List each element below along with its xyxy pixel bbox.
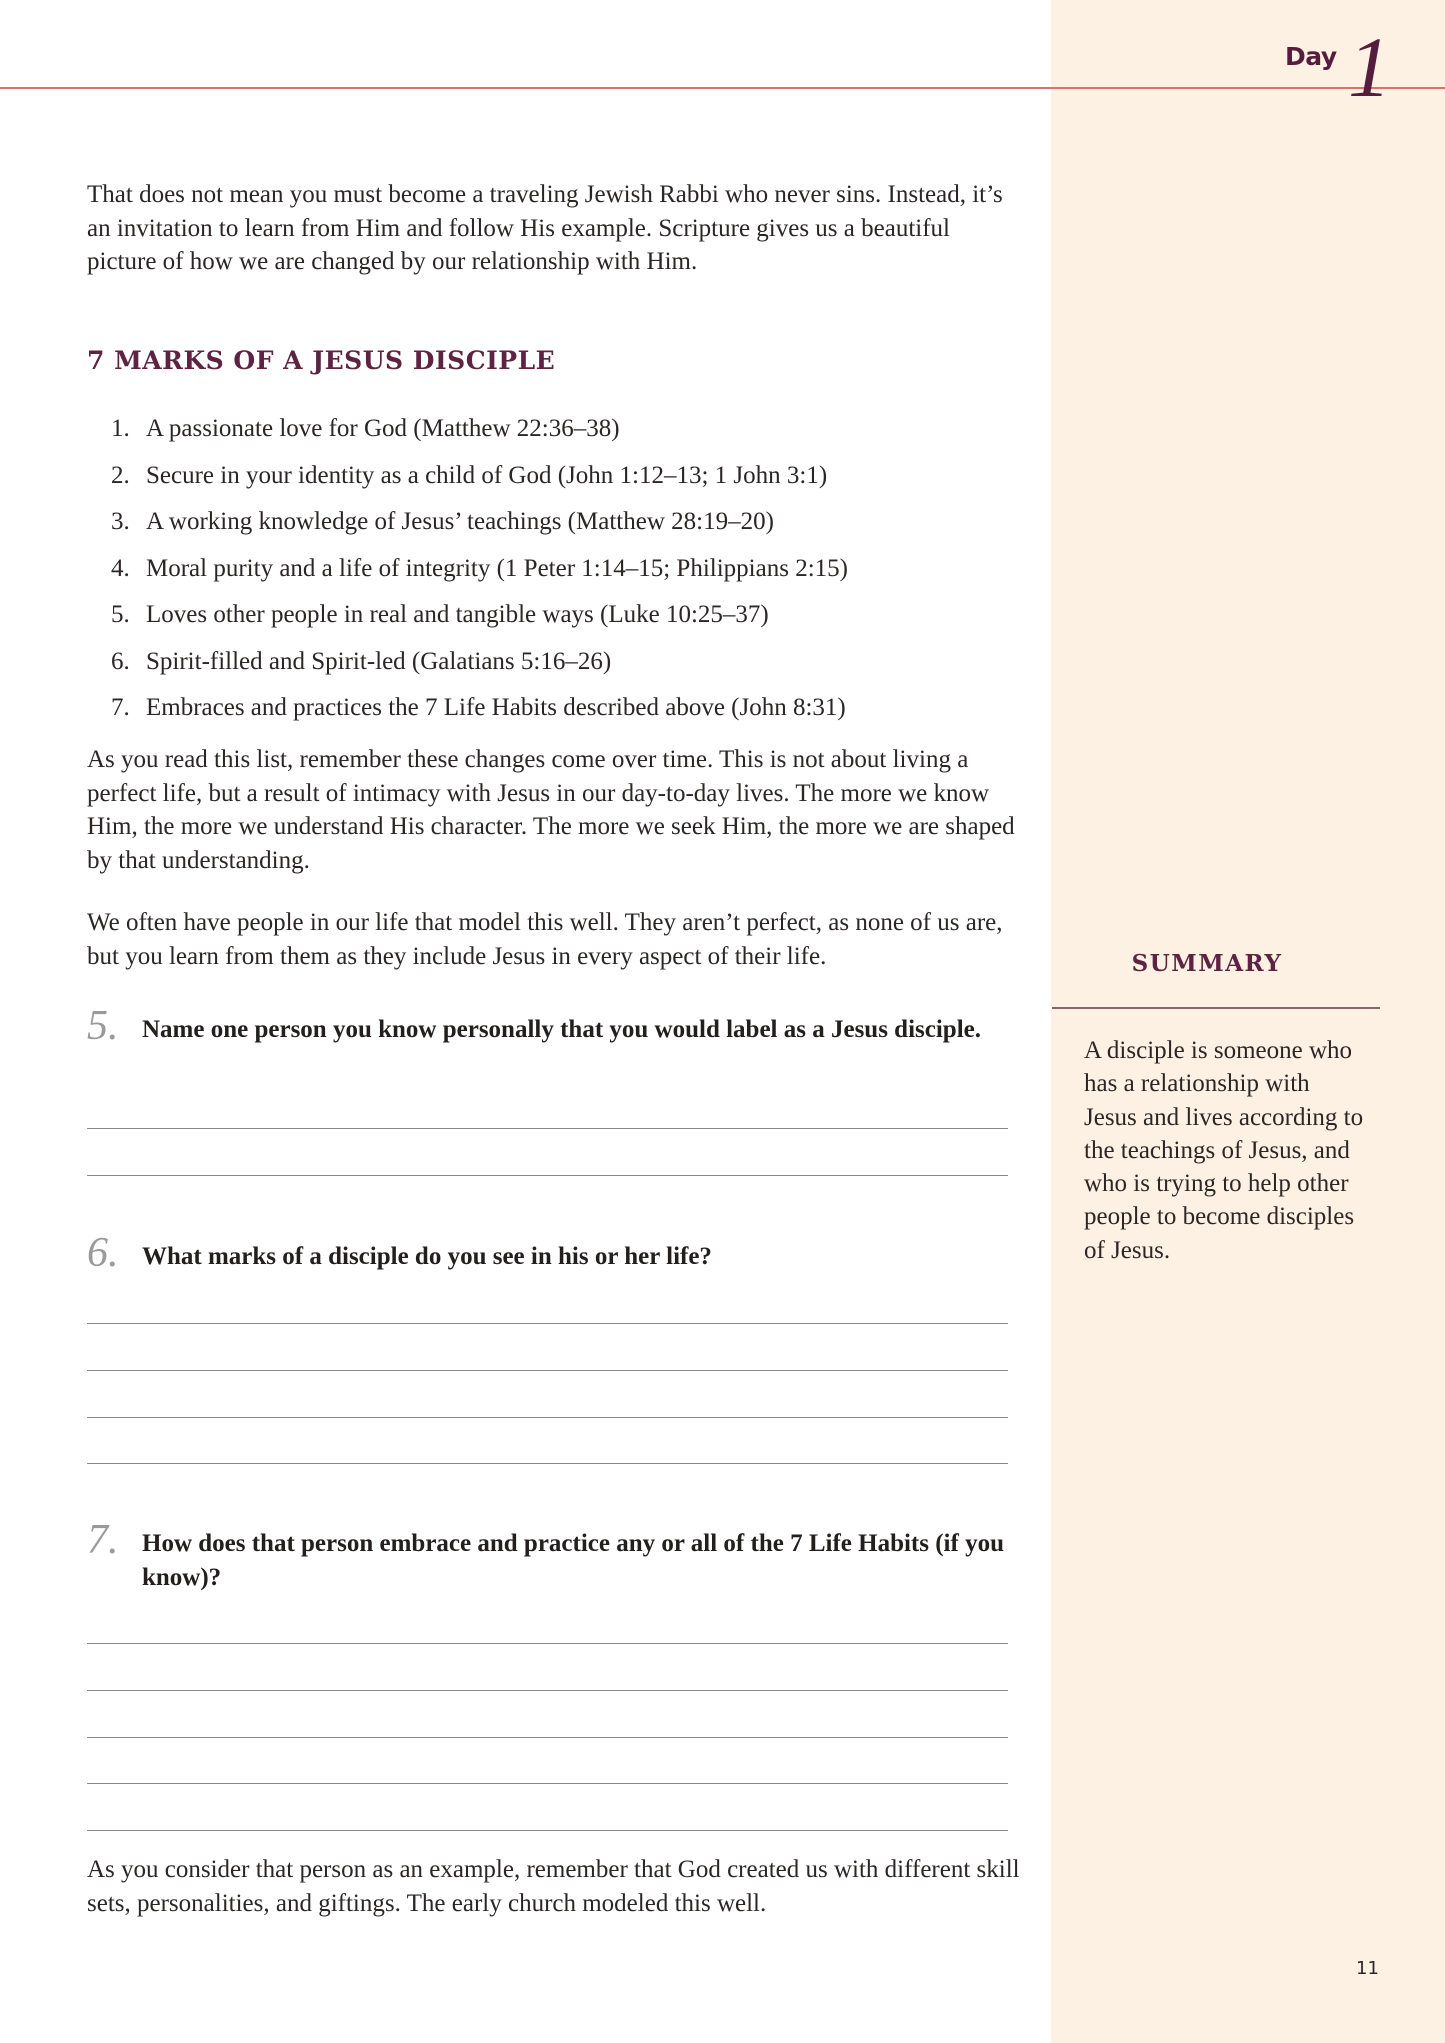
question-text: How does that person embrace and practice any or all of the 7 Life Habits (if you know)? xyxy=(142,1530,1004,1591)
answer-line[interactable] xyxy=(87,1175,1008,1176)
sidebar-panel xyxy=(1051,0,1445,2043)
list-item-number: 5. xyxy=(111,601,130,628)
list-item-text: Spirit-filled and Spirit-led (Galatians 5:16–26) xyxy=(146,647,612,675)
summary-text: A disciple is someone who has a relationship with Jesus and lives according to the teachings of Jesus, and who is trying to help other people to become disciples of Jesus. xyxy=(1084,1037,1364,1264)
question-number: 7. xyxy=(87,1517,119,1563)
list-item xyxy=(87,499,848,546)
closing-paragraph: As you consider that person as an example, remember that God created us with different skill sets, personalities, and giftings. The early church modeled this well. xyxy=(87,1856,1020,1917)
answer-line[interactable] xyxy=(87,1690,1008,1691)
list-item-text: Loves other people in real and tangible ways (Luke 10:25–37) xyxy=(146,601,769,628)
day-label: Day xyxy=(1285,42,1337,71)
list-item xyxy=(87,453,848,500)
list-item-number: 2. xyxy=(111,461,130,489)
answer-line[interactable] xyxy=(87,1128,1008,1129)
answer-line[interactable] xyxy=(87,1830,1008,1831)
marks-list xyxy=(87,406,848,732)
list-item xyxy=(87,639,848,686)
answer-line[interactable] xyxy=(87,1783,1008,1784)
summary-heading: SUMMARY xyxy=(1131,950,1283,977)
list-item xyxy=(87,546,848,593)
question-text: Name one person you know personally that you would label as a Jesus disciple. xyxy=(142,1016,982,1043)
question-text: What marks of a disciple do you see in his or her life? xyxy=(142,1243,712,1270)
list-item-text: A working knowledge of Jesus’ teachings (Matthew 28:19–20) xyxy=(146,508,774,535)
answer-line[interactable] xyxy=(87,1643,1008,1644)
list-item-text: Secure in your identity as a child of God (John 1:12–13; 1 John 3:1) xyxy=(146,461,828,489)
paragraph-changes-over-time: As you read this list, remember these changes come over time. This is not about living a perfect life, but a result of intimacy with Jesus in our day-to-day lives. The more we know Him, the more we understand His character. The more we seek Him, the more we are shaped by that understanding. xyxy=(87,746,1015,874)
answer-line[interactable] xyxy=(87,1323,1008,1324)
intro-paragraph: That does not mean you must become a traveling Jewish Rabbi who never sins. Instead, it’s an invitation to learn from Him and follow His example. Scripture gives us a beautiful picture of how we are changed by our relationship with Him. xyxy=(87,181,1003,275)
day-number: 1 xyxy=(1348,19,1391,115)
list-item-text: Embraces and practices the 7 Life Habits described above (John 8:31) xyxy=(146,694,846,721)
list-item-number: 1. xyxy=(111,415,130,442)
list-item-number: 3. xyxy=(111,508,130,535)
list-item xyxy=(87,406,848,453)
list-item-number: 6. xyxy=(111,647,130,675)
summary-divider xyxy=(1052,1007,1380,1009)
list-item-number: 4. xyxy=(111,554,130,582)
question-number: 5. xyxy=(87,1003,119,1049)
paragraph-role-models: We often have people in our life that model this well. They aren’t perfect, as none of us are, but you learn from them as they include Jesus in every aspect of their life. xyxy=(87,909,1003,970)
answer-line[interactable] xyxy=(87,1463,1008,1464)
page-number: 11 xyxy=(1356,1958,1379,1979)
list-item-number: 7. xyxy=(111,694,130,721)
answer-line[interactable] xyxy=(87,1370,1008,1371)
list-item-text: A passionate love for God (Matthew 22:36–38) xyxy=(146,415,620,442)
answer-line[interactable] xyxy=(87,1737,1008,1738)
answer-line[interactable] xyxy=(87,1417,1008,1418)
section-heading: 7 MARKS OF A JESUS DISCIPLE xyxy=(87,346,556,375)
question-number: 6. xyxy=(87,1230,119,1276)
header-rule xyxy=(0,87,1445,89)
list-item xyxy=(87,685,848,732)
list-item xyxy=(87,592,848,639)
list-item-text: Moral purity and a life of integrity (1 Peter 1:14–15; Philippians 2:15) xyxy=(146,554,848,582)
